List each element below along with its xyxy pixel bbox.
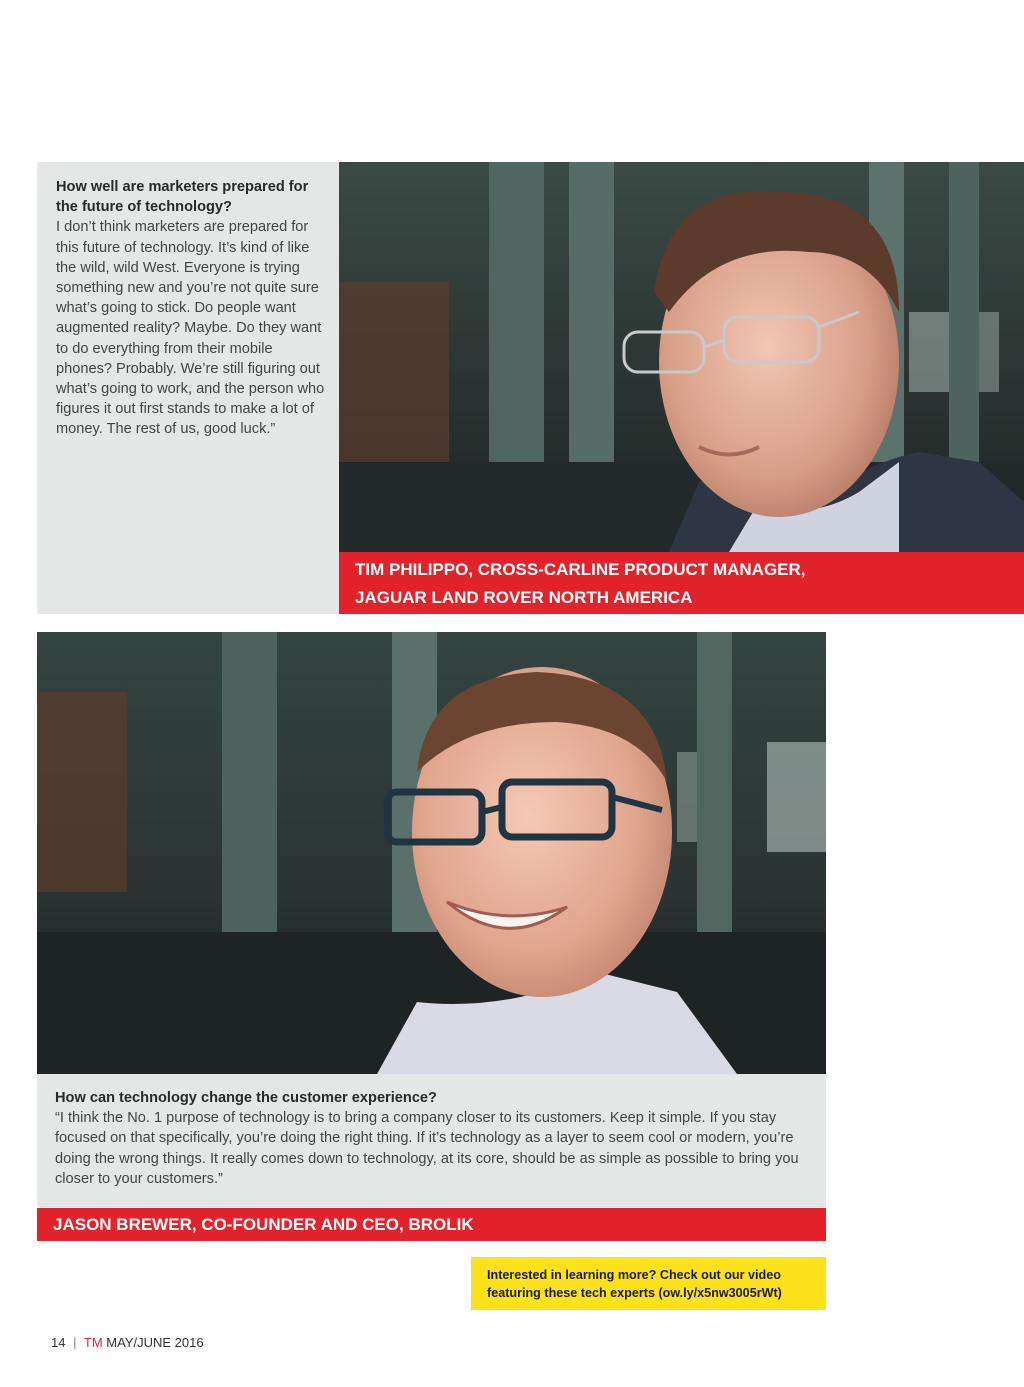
interview-text-2 (55, 1088, 815, 1189)
footer-separator: | (73, 1335, 77, 1350)
caption-1-line-1: TIM PHILIPPO, CROSS-CARLINE PRODUCT MANAGER, (355, 560, 806, 579)
page-footer (51, 1335, 204, 1350)
callout-line-1: Interested in learning more? Check out our video (487, 1268, 781, 1282)
video-callout (471, 1257, 826, 1310)
caption-1-line-2: JAGUAR LAND ROVER NORTH AMERICA (355, 588, 693, 607)
interview-text-1 (56, 177, 328, 440)
page-number: 14 (51, 1335, 66, 1350)
speaker-caption-2: JASON BREWER, CO-FOUNDER AND CEO, BROLIK (37, 1208, 826, 1241)
portrait-photo-2 (37, 632, 826, 1074)
answer-2: “I think the No. 1 purpose of technology is to bring a company closer to its customers. Keep it simple. If you stay focused on that specifically, you’re doing the right thing. If it’s technology as a layer to seem cool or modern, you’re doing the wrong things. It really comes down to technology, at its core, should be as simple as possible to bring you closer to your customers.” (55, 1110, 799, 1187)
portrait-photo-1 (339, 162, 1024, 552)
answer-1: I don’t think marketers are prepared for this future of technology. It’s kind of like the wild, wild West. Everyone is trying something new and you’re not quite sure what’s going to stick. Do people want augmented reality? Maybe. Do they want to do everything from their mobile phones? Probably. We’re still figuring out what’s going to work, and the person who figures it out first stands to make a lot of money. The rest of us, good luck.” (56, 219, 325, 438)
magazine-brand: TM (83, 1335, 103, 1350)
question-2: How can technology change the customer experience? (55, 1090, 437, 1106)
speaker-caption-1 (339, 552, 1024, 614)
callout-line-2[interactable]: featuring these tech experts (ow.ly/x5nw3005rWt) (487, 1286, 782, 1300)
issue-date: MAY/JUNE 2016 (106, 1335, 204, 1350)
question-1: How well are marketers prepared for the future of technology? (56, 179, 309, 216)
